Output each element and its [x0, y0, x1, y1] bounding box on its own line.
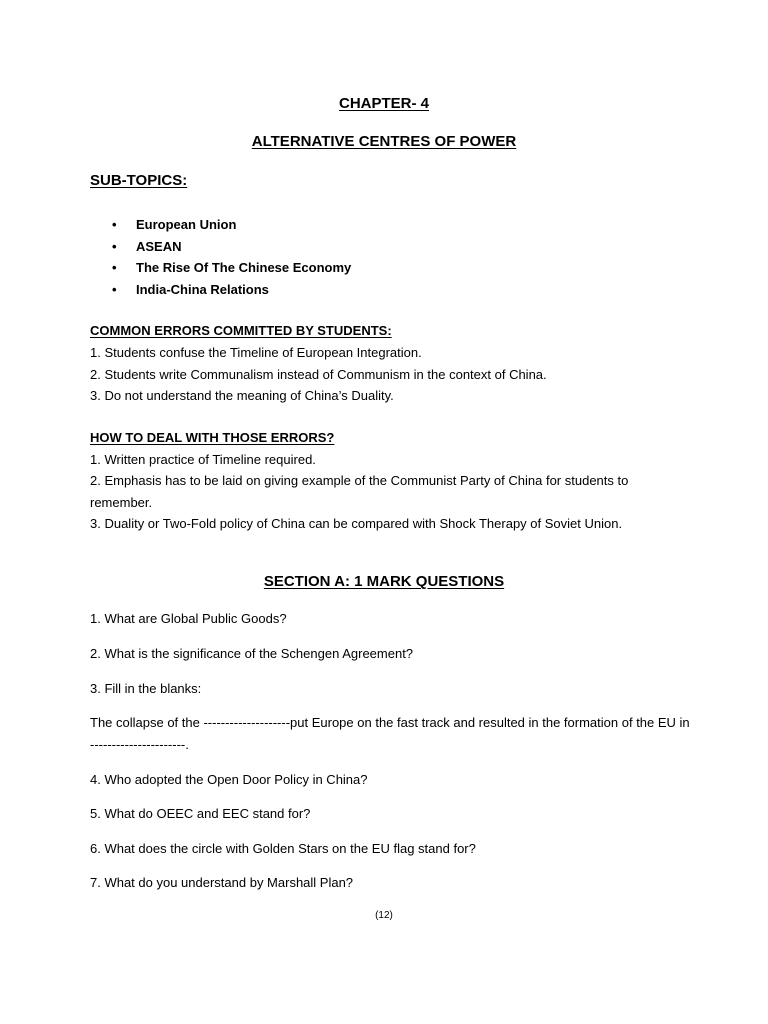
question-item: 7. What do you understand by Marshall Plan?: [90, 875, 354, 890]
question-item: 5. What do OEEC and EEC stand for?: [90, 806, 311, 821]
remedy-item: 2. Emphasis has to be laid on giving example of the Communist Party of China for students to remember.: [90, 473, 629, 510]
list-item: • ASEAN: [112, 236, 351, 258]
error-item: 2. Students write Communalism instead of Communism in the context of China.: [90, 367, 547, 382]
question-item: 4. Who adopted the Open Door Policy in China?: [90, 772, 368, 787]
errors-heading: COMMON ERRORS COMMITTED BY STUDENTS:: [90, 323, 392, 338]
section-heading: SECTION A: 1 MARK QUESTIONS: [263, 573, 505, 590]
error-item: 1. Students confuse the Timeline of European Integration.: [90, 345, 422, 360]
bullet-icon: •: [112, 217, 117, 232]
question-item: 6. What does the circle with Golden Stars on the EU flag stand for?: [90, 841, 476, 856]
list-item: • European Union: [112, 214, 351, 236]
bullet-icon: •: [112, 281, 117, 297]
page-number: (12): [375, 910, 393, 921]
remedy-item: 1. Written practice of Timeline required.: [90, 452, 316, 467]
chapter-number: CHAPTER- 4: [338, 95, 429, 112]
bullet-icon: •: [112, 260, 117, 275]
question-item: 1. What are Global Public Goods?: [90, 611, 287, 626]
question-item: 3. Fill in the blanks:: [90, 681, 202, 696]
list-item: • The Rise Of The Chinese Economy: [112, 257, 351, 279]
bullet-icon: •: [112, 238, 117, 254]
chapter-title: ALTERNATIVE CENTRES OF POWER: [251, 133, 517, 150]
remedy-heading: HOW TO DEAL WITH THOSE ERRORS?: [90, 430, 335, 445]
question-item: 2. What is the significance of the Schengen Agreement?: [90, 646, 414, 661]
remedy-item: 3. Duality or Two-Fold policy of China can be compared with Shock Therapy of Soviet Union.: [90, 516, 623, 531]
error-item: 3. Do not understand the meaning of China’s Duality.: [90, 388, 394, 403]
subtopics-heading: SUB-TOPICS:: [90, 172, 188, 189]
fill-in-blank-text: The collapse of the --------------------put Europe on the fast track and resulted in the formation of the EU in ----------------------.: [90, 715, 690, 752]
subtopics-list: [112, 214, 351, 300]
list-item: • India-China Relations: [112, 279, 351, 301]
